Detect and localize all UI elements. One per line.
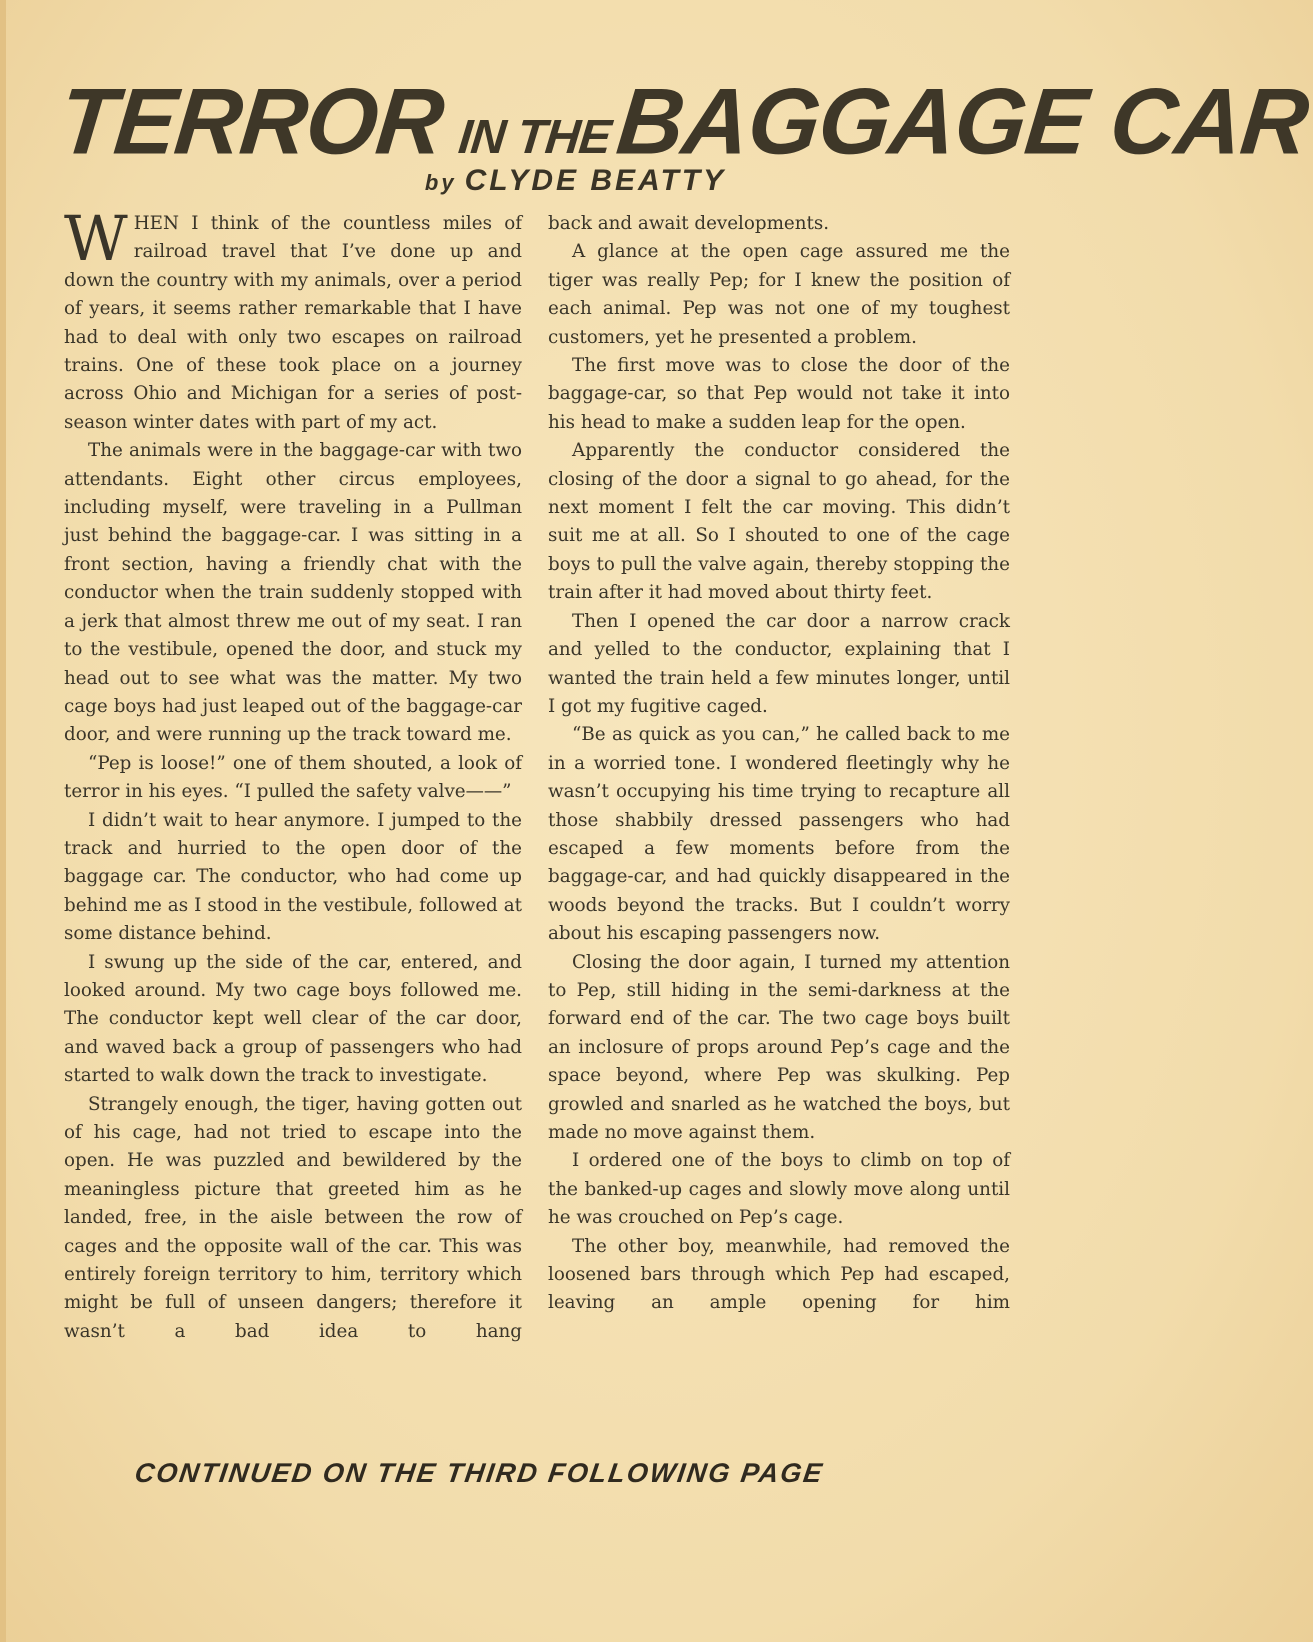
paragraph: I didn’t wait to hear anymore. I jumped to the track and hurried to the open door of the baggage car. The conductor, who had come up behind me as I stood in the vestibule, followed at some distance behind. (64, 809, 522, 945)
paragraph: “Be as quick as you can,” he called back to me in a worried tone. I wondered fleetingly why he wasn’t occupying his time trying to recapture all those shabbily dressed passengers who had escaped a few moments before from the baggage-car, and had quickly disappeared in the woods beyond the tracks. But I couldn’t worry about his escaping passengers now. (548, 724, 1010, 945)
drop-cap: W (64, 202, 128, 275)
paragraph: A glance at the open cage assured me the tiger was really Pep; for I knew the position of each animal. Pep was not one of my toughest customers, yet he presented a problem. (548, 241, 1010, 348)
byline-author: CLYDE BEATTY (464, 164, 727, 197)
byline (0, 164, 1151, 198)
paragraph-text: HEN I think of the countless miles of railroad travel that I’ve done up and down the country with my animals, over a period of years, it seems rather remarkable that I have had to deal with only two escapes on railroad trains. One of these took place on a journey across Ohio and Michigan for a series of post-season winter dates with part of my act. (64, 213, 522, 433)
title-terror: TERROR (54, 69, 448, 175)
paragraph: Then I opened the car door a narrow crack and yelled to the conductor, explaining that I wanted the train held a few minutes longer, until I got my fugitive caged. (548, 610, 1010, 717)
paragraph: Strangely enough, the tiger, having gotten out of his cage, had not tried to escape into the open. He was puzzled and bewildered by the meaningless picture that greeted him as he landed, free, in the aisle between the row of cages and the opposite wall of the car. This was entirely foreign territory to him, territory which might be full of unseen dangers; therefore it wasn’t a bad idea to hang (64, 1093, 522, 1342)
paragraph: back and await developments. (548, 213, 830, 234)
paragraph: Closing the door again, I turned my attention to Pep, still hiding in the semi-darkness at the forward end of the car. The two cage boys built an inclosure of props around Pep’s cage and the space beyond, where Pep was skulking. Pep growled and snarled as he watched the boys, but made no move against them. (548, 951, 1010, 1143)
title-in-the: IN THE (456, 111, 613, 164)
paragraph: “Pep is loose!” one of them shouted, a look of terror in his eyes. “I pulled the safety valve——” (64, 752, 522, 803)
paragraph: I ordered one of the boys to climb on top of the banked-up cages and slowly move along until he was crouched on Pep’s cage. (548, 1150, 1010, 1229)
continued-footer: CONTINUED ON THE THIRD FOLLOWING PAGE (132, 1458, 826, 1488)
paragraph: The animals were in the baggage-car with two attendants. Eight other circus employees, including myself, were traveling in a Pullman just behind the baggage-car. I was sitting in a front section, having a friendly chat with the conductor when the train suddenly stopped with a jerk that almost threw me out of my seat. I ran to the vestibule, opened the door, and stuck my head out to see what was the matter. My two cage boys had just leaped out of the baggage-car door, and were running up the track toward me. (64, 440, 522, 746)
article-title (54, 69, 1313, 175)
paragraph: I swung up the side of the car, entered, and looked around. My two cage boys followed me. The conductor kept well clear of the car door, and waved back a group of passengers who had started to walk down the track to investigate. (64, 951, 522, 1087)
page-edge (0, 0, 6, 1642)
left-column (64, 202, 522, 1346)
byline-prefix: by (424, 170, 457, 195)
paragraph: The first move was to close the door of the baggage-car, so that Pep would not take it into his head to make a sudden leap for the open. (548, 355, 1010, 433)
paragraph: The other boy, meanwhile, had removed the loosened bars through which Pep had escaped, leaving an ample opening for him (548, 1235, 1010, 1314)
right-column (548, 210, 1010, 1318)
title-baggage-car: BAGGAGE CAR (612, 69, 1313, 175)
paragraph (64, 202, 522, 437)
paragraph: Apparently the conductor considered the closing of the door a signal to go ahead, for the next moment I felt the car moving. This didn’t suit me at all. So I shouted to one of the cage boys to pull the valve again, thereby stopping the train after it had moved about thirty feet. (548, 440, 1010, 604)
